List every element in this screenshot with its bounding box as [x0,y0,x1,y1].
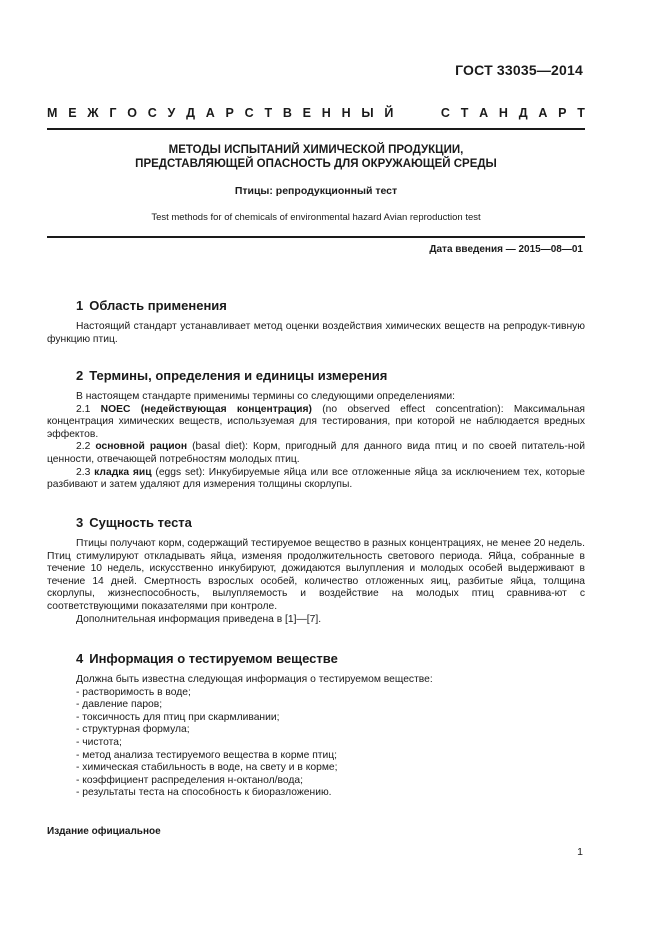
term-text: (no observed effect concentration): Максимальная концентрация химических веществ, используемая для тестирования, при которой не наблюдается вредных эффектов. [47,403,585,440]
list-item: - химическая стабильность в воде, на свету и в корме; [76,762,338,774]
page-number: 1 [577,846,583,858]
document-number: ГОСТ 33035—2014 [455,62,583,78]
section-4 [47,651,585,800]
introduction-date: Дата введения — 2015—08—01 [429,244,583,255]
section-title: Термины, определения и единицы измерения [89,368,388,383]
term-name: основной рацион [95,441,188,453]
banner-letter: А [479,106,489,120]
standard-type-banner [47,106,585,120]
document-title [47,143,585,171]
list-item: - результаты теста на способность к биоразложению. [76,787,332,799]
banner-letter: Ы [361,106,374,120]
title-line: ПРЕДСТАВЛЯЮЩЕЙ ОПАСНОСТЬ ДЛЯ ОКРУЖАЮЩЕЙ СРЕДЫ [135,158,497,170]
list-item: - коэффициент распределения н-октанол/вода; [76,774,303,786]
term-number: 2.3 [76,466,91,478]
section-heading [47,515,585,530]
banner-letter: А [205,106,215,120]
section-title: Сущность теста [89,515,192,530]
property-list [47,687,585,800]
banner-letter: Н [341,106,351,120]
banner-letter: Н [498,106,508,120]
title-divider [47,236,585,238]
banner-letter: Т [264,106,273,120]
official-edition-label: Издание официальное [47,826,161,837]
list-item: - структурная формула; [76,724,190,736]
banner-letter: У [167,106,176,120]
section-title: Информация о тестируемом веществе [89,651,338,666]
term-text: (basal diet): Корм, пригодный для данного вида птиц и по своей питатель-ной ценности, отвечающей потребностям молодых птиц. [47,441,585,465]
top-divider [47,128,585,130]
paragraph: Дополнительная информация приведена в [1]—[7]. [76,613,322,625]
list-item: - метод анализа тестируемого вещества в корме птиц; [76,749,338,761]
section-1 [47,298,585,346]
banner-letter: Т [460,106,469,120]
banner-letter: В [282,106,292,120]
title-line: МЕТОДЫ ИСПЫТАНИЙ ХИМИЧЕСКОЙ ПРОДУКЦИИ, [168,144,464,156]
list-item: - давление паров; [76,699,163,711]
term-definition [47,404,585,442]
section-number: 2 [76,368,84,383]
term-text: (eggs set): Инкубируемые яйца или все отложенные яйца за исключением тех, которые разбивают и затем удаляют для измерения толщины скорлупы. [47,466,585,491]
english-title: Test methods for of chemicals of environmental hazard Avian reproduction test [151,212,481,223]
banner-letter: С [244,106,254,120]
list-item: - растворимость в воде; [76,686,191,698]
banner-letter: А [538,106,548,120]
section-number: 3 [76,515,84,530]
banner-letter: Г [109,106,117,120]
banner-letter: Д [186,106,195,120]
term-definition [47,441,585,466]
banner-letter: С [440,106,450,120]
paragraph: Должна быть известна следующая информация о тестируемом веществе: [76,674,433,685]
section-heading [47,368,585,383]
section-3 [47,515,585,626]
section-2 [47,368,585,492]
term-number: 2.2 [76,441,91,453]
section-heading [47,651,585,666]
term-name: NOEC (недействующая концентрация) [100,403,312,415]
paragraph: В настоящем стандарте применимы термины со следующими определениями: [76,391,455,402]
section-title: Область применения [89,298,227,313]
banner-letter: Й [384,106,394,120]
section-number: 1 [76,298,84,313]
banner-letter: М [47,106,58,120]
section-number: 4 [76,651,84,666]
banner-letter: Т [577,106,585,120]
paragraph: Настоящий стандарт устанавливает метод оценки воздействия химических веществ на репродук-тивную функцию птиц. [47,321,585,345]
list-item: - чистота; [76,736,122,748]
banner-letter: Е [302,106,311,120]
banner-letter: Е [68,106,77,120]
term-name: кладка яиц [94,466,152,478]
section-heading [47,298,585,313]
banner-letter: О [127,106,137,120]
term-number: 2.1 [76,403,91,415]
paragraph: Птицы получают корм, содержащий тестируемое вещество в разных концентрациях, не менее 20 недель. Птиц стимулируют откладывать яйца, изменяя продолжительность светового периода. Яйца, собранные в течение 10 недель, искусственно инкубируют, дожидаются вылупления и молодых особей выдерживают в течение 14 дней. Смертность взрослых особей, количество отложенных яиц, разбитые яйца, толщина скорлупы, жизнеспособность, вылупляемость и воздействие на молодых птиц сравнива-ют с соответствующими показателями при контроле. [47,538,585,612]
banner-letter: С [147,106,157,120]
document-subtitle: Птицы: репродукционный тест [234,185,398,197]
banner-letter: Р [225,106,234,120]
banner-letter: Д [518,106,528,120]
banner-letter: Н [321,106,331,120]
term-definition [47,467,585,492]
list-item: - токсичность для птиц при скармливании; [76,711,280,723]
banner-gap [404,106,430,120]
banner-letter: Р [558,106,567,120]
banner-letter: Ж [87,106,99,120]
